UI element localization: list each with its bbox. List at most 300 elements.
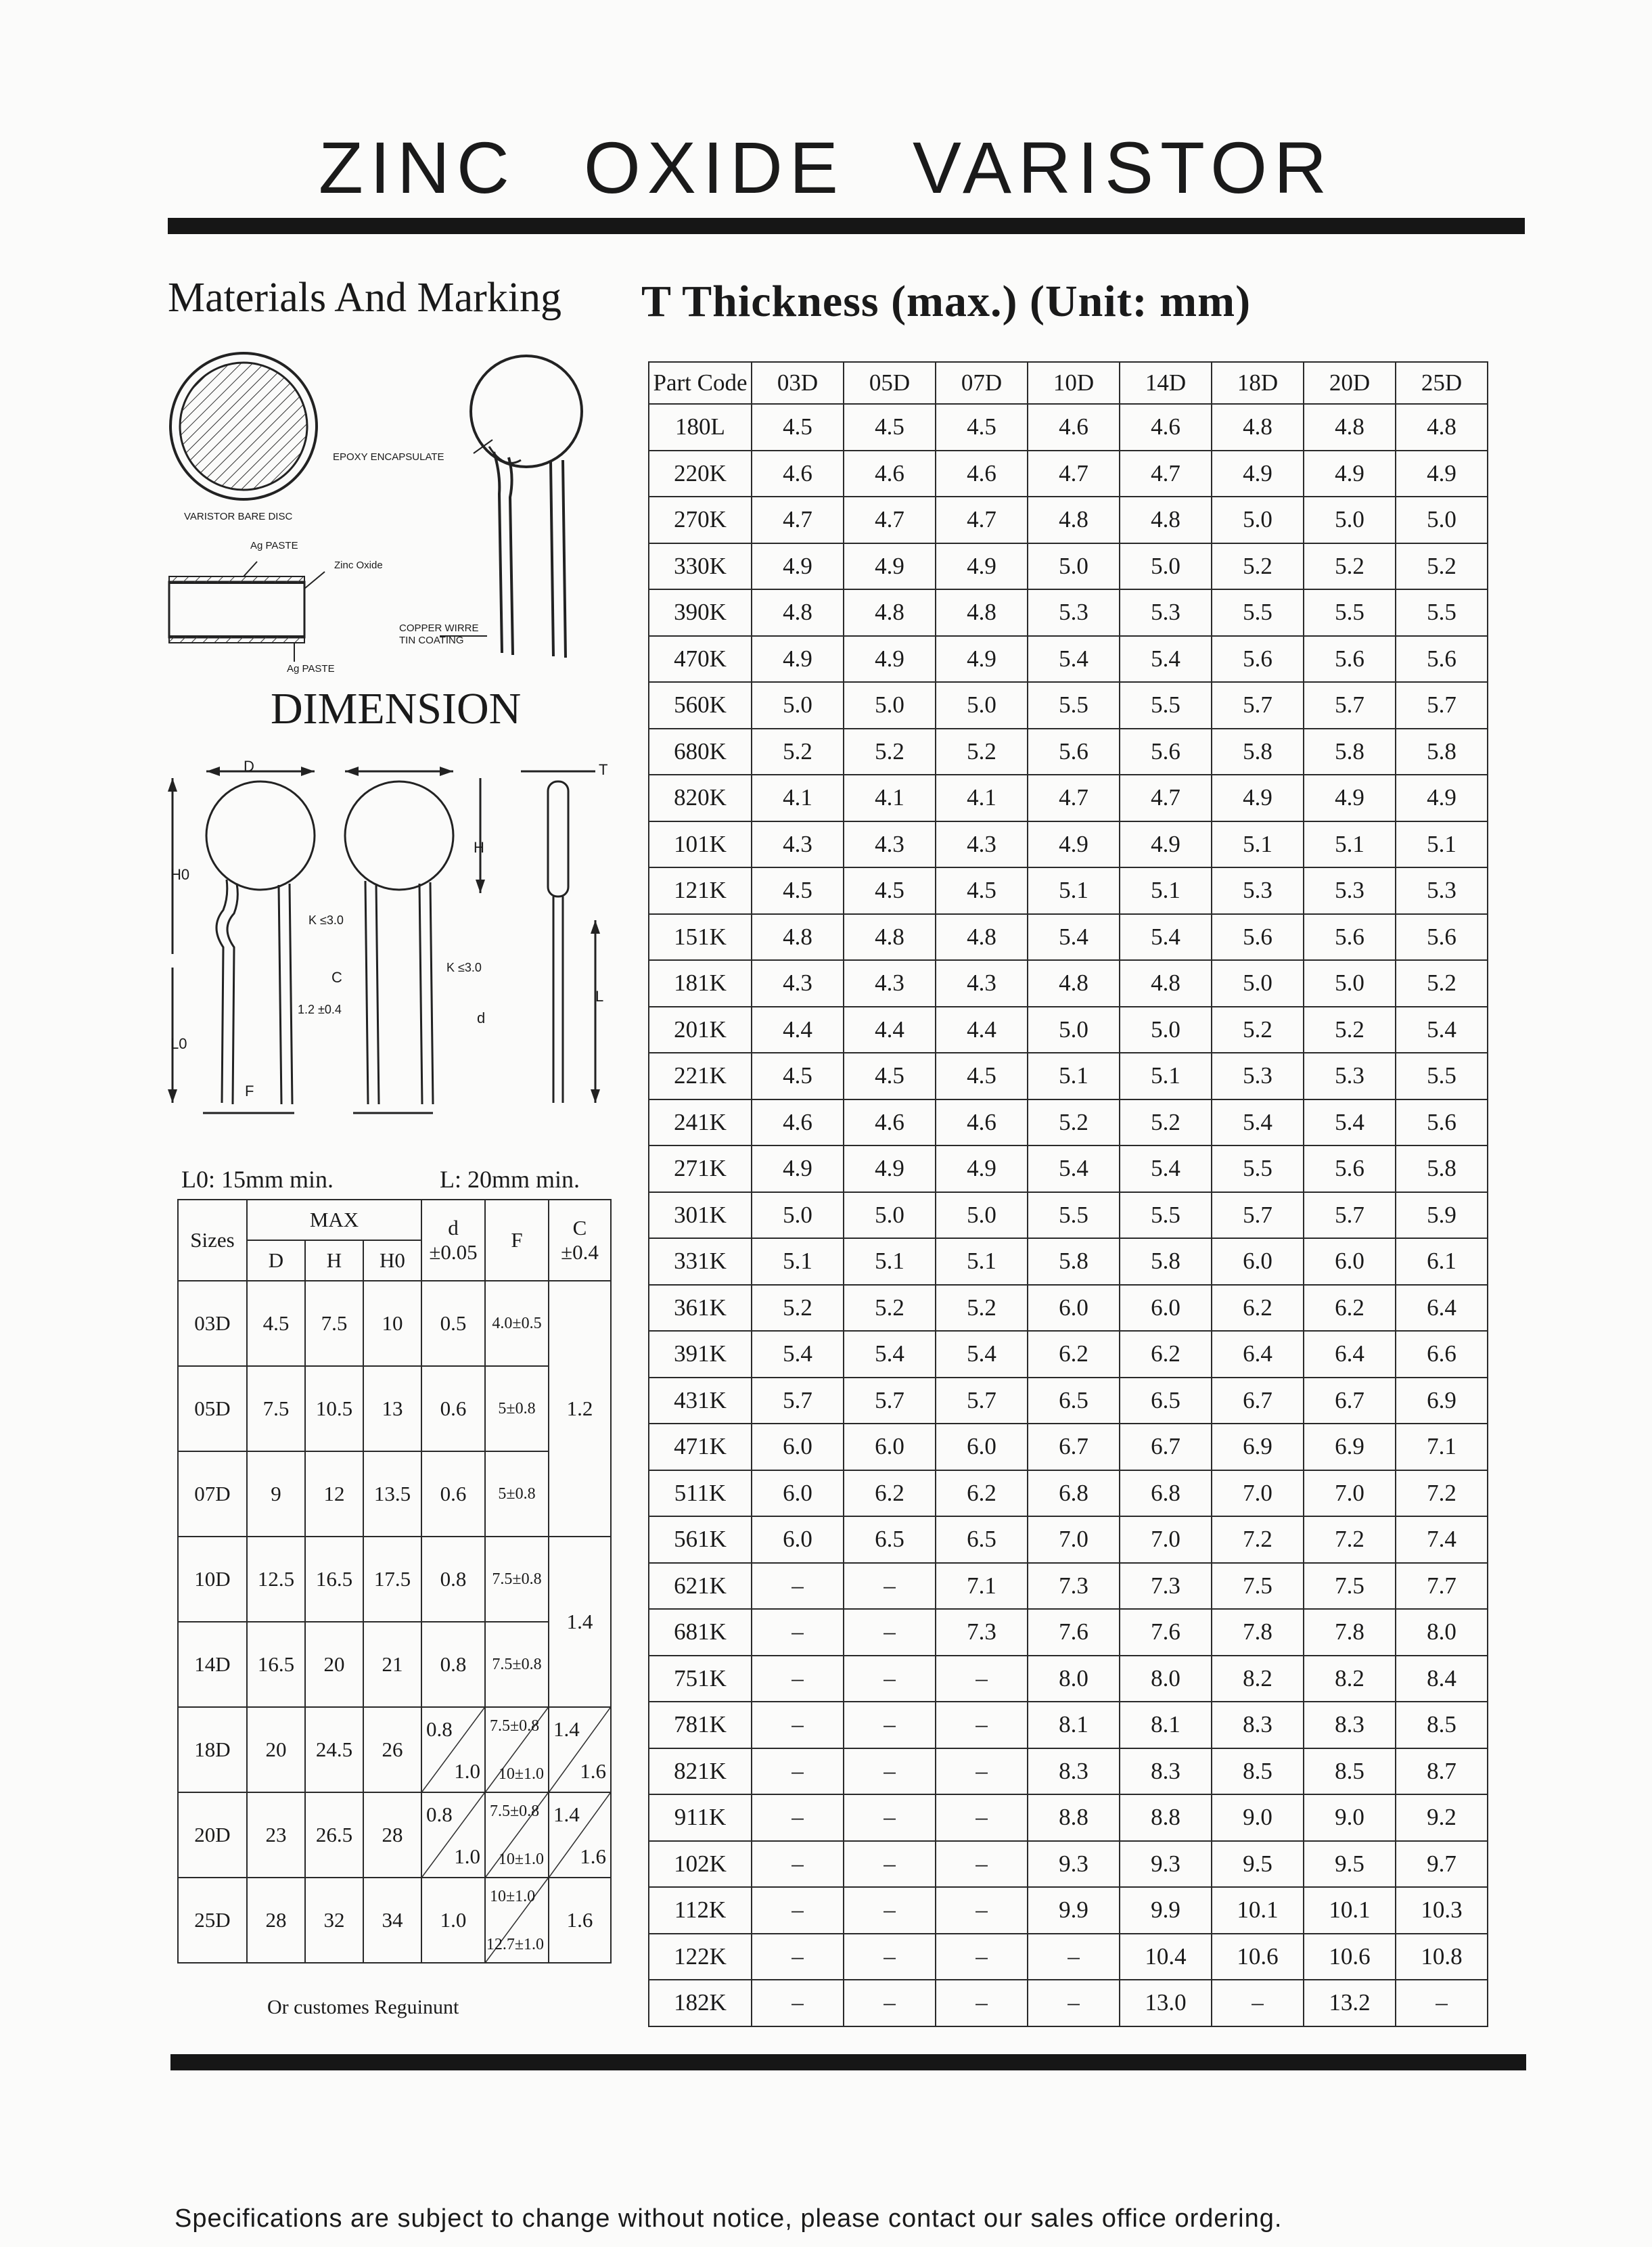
- thickness-cell: 9.0: [1304, 1794, 1396, 1841]
- sizes-header-D: D: [247, 1240, 305, 1281]
- sizes-row: 10D 12.5 16.5 17.5 0.8 7.5±0.8 1.4: [178, 1537, 611, 1622]
- label-tin-coating: TIN COATING: [399, 635, 464, 646]
- part-code-cell: 391K: [649, 1331, 752, 1378]
- thickness-cell: 5.3: [1304, 1053, 1396, 1099]
- thickness-cell: 5.0: [1028, 543, 1120, 590]
- thickness-cell: –: [844, 1794, 936, 1841]
- thickness-cell: 5.2: [1396, 960, 1488, 1007]
- thickness-cell: 6.2: [936, 1470, 1028, 1517]
- thickness-cell: 10.6: [1304, 1934, 1396, 1980]
- dim-label-C-value: 1.2 ±0.4: [298, 1003, 342, 1016]
- thickness-cell: 4.4: [844, 1007, 936, 1053]
- thickness-cell: 5.7: [1304, 1192, 1396, 1239]
- thickness-cell: 4.6: [752, 451, 844, 497]
- sizes-row: 07D 9 12 13.5 0.6 5±0.8: [178, 1451, 611, 1537]
- thickness-cell: 5.0: [1028, 1007, 1120, 1053]
- thickness-cell: 5.4: [752, 1331, 844, 1378]
- thickness-cell: 5.8: [1028, 1238, 1120, 1285]
- thickness-cell: –: [752, 1656, 844, 1702]
- thickness-cell: 7.7: [1396, 1563, 1488, 1610]
- sizes-header-sizes: Sizes: [178, 1200, 247, 1281]
- thickness-cell: 5.4: [1120, 1145, 1212, 1192]
- thickness-cell: 4.9: [844, 543, 936, 590]
- thickness-header-cell: 10D: [1028, 362, 1120, 404]
- thickness-cell: 4.6: [844, 1099, 936, 1146]
- thickness-cell: 4.8: [1120, 960, 1212, 1007]
- thickness-cell: 5.2: [752, 1285, 844, 1332]
- thickness-cell: 5.7: [1212, 1192, 1304, 1239]
- thickness-cell: 4.3: [844, 821, 936, 868]
- thickness-cell: 5.4: [1028, 1145, 1120, 1192]
- thickness-cell: 6.9: [1304, 1424, 1396, 1470]
- sizes-table: [177, 1199, 612, 1964]
- dim-label-C: C: [331, 969, 342, 986]
- thickness-cell: 6.4: [1212, 1331, 1304, 1378]
- thickness-cell: 4.9: [1212, 451, 1304, 497]
- thickness-cell: 4.9: [1028, 821, 1120, 868]
- thickness-cell: 5.0: [844, 1192, 936, 1239]
- thickness-cell: –: [1028, 1934, 1120, 1980]
- thickness-cell: 5.4: [1396, 1007, 1488, 1053]
- part-code-cell: 681K: [649, 1609, 752, 1656]
- thickness-cell: 8.1: [1120, 1702, 1212, 1748]
- thickness-cell: 6.0: [752, 1516, 844, 1563]
- thickness-cell: 4.4: [936, 1007, 1028, 1053]
- thickness-cell: –: [936, 1656, 1028, 1702]
- thickness-cell: 7.8: [1212, 1609, 1304, 1656]
- thickness-cell: 4.6: [936, 1099, 1028, 1146]
- thickness-cell: 5.3: [1028, 589, 1120, 636]
- thickness-header-cell: 07D: [936, 362, 1028, 404]
- table-row: [649, 914, 1488, 961]
- thickness-cell: 4.9: [752, 636, 844, 683]
- thickness-cell: 5.5: [1028, 1192, 1120, 1239]
- thickness-cell: 5.4: [1120, 636, 1212, 683]
- part-code-cell: 820K: [649, 775, 752, 821]
- thickness-cell: –: [936, 1794, 1028, 1841]
- thickness-cell: –: [936, 1841, 1028, 1888]
- thickness-cell: 5.1: [936, 1238, 1028, 1285]
- thickness-cell: –: [936, 1748, 1028, 1795]
- thickness-cell: –: [844, 1841, 936, 1888]
- thickness-cell: 4.8: [1304, 404, 1396, 451]
- thickness-cell: 5.6: [1396, 636, 1488, 683]
- thickness-cell: 5.4: [1304, 1099, 1396, 1146]
- sizes-header-d: d ±0.05: [421, 1200, 485, 1281]
- thickness-cell: 7.3: [936, 1609, 1028, 1656]
- thickness-cell: 8.3: [1212, 1702, 1304, 1748]
- thickness-cell: 4.3: [844, 960, 936, 1007]
- label-copper-wire: COPPER WIRRE: [399, 622, 479, 634]
- thickness-cell: 5.8: [1120, 1238, 1212, 1285]
- part-code-cell: 751K: [649, 1656, 752, 1702]
- thickness-cell: 4.5: [936, 867, 1028, 914]
- thickness-header-cell: Part Code: [649, 362, 752, 404]
- table-row: [649, 1702, 1488, 1748]
- part-code-cell: 301K: [649, 1192, 752, 1239]
- thickness-cell: 7.0: [1028, 1516, 1120, 1563]
- thickness-cell: 5.0: [1304, 960, 1396, 1007]
- dim-label-T: T: [599, 761, 608, 778]
- thickness-cell: 8.8: [1120, 1794, 1212, 1841]
- thickness-table: [648, 361, 1488, 2027]
- encapsulated-varistor-shape: [471, 356, 582, 467]
- custom-note: Or customes Reguinunt: [267, 1996, 459, 2018]
- thickness-heading: T Thickness (max.) (Unit: mm): [641, 277, 1252, 326]
- thickness-header-cell: 20D: [1304, 362, 1396, 404]
- thickness-cell: 5.6: [1304, 636, 1396, 683]
- thickness-cell: 5.3: [1304, 867, 1396, 914]
- thickness-cell: 8.5: [1304, 1748, 1396, 1795]
- thickness-cell: 4.9: [752, 543, 844, 590]
- thickness-cell: 5.8: [1304, 729, 1396, 775]
- thickness-cell: 4.5: [844, 867, 936, 914]
- thickness-cell: 5.2: [1212, 1007, 1304, 1053]
- thickness-cell: 4.7: [752, 497, 844, 543]
- thickness-cell: 5.6: [1304, 1145, 1396, 1192]
- thickness-cell: 8.3: [1304, 1702, 1396, 1748]
- thickness-cell: 4.1: [936, 775, 1028, 821]
- thickness-cell: 5.1: [1396, 821, 1488, 868]
- thickness-cell: 6.4: [1304, 1331, 1396, 1378]
- part-code-cell: 271K: [649, 1145, 752, 1192]
- sizes-row: 03D 4.5 7.5 10 0.5 4.0±0.5 1.2: [178, 1281, 611, 1366]
- thickness-cell: 4.8: [1212, 404, 1304, 451]
- thickness-cell: 5.3: [1212, 867, 1304, 914]
- label-ag-paste-top: Ag PASTE: [250, 540, 298, 551]
- thickness-cell: 5.0: [844, 682, 936, 729]
- thickness-cell: 8.2: [1212, 1656, 1304, 1702]
- thickness-cell: 5.4: [936, 1331, 1028, 1378]
- thickness-cell: 5.2: [1120, 1099, 1212, 1146]
- sizes-row: 25D 28 32 34 1.0 10±1.0 12.7±1.0 1.6: [178, 1878, 611, 1963]
- thickness-cell: 8.2: [1304, 1656, 1396, 1702]
- part-code-cell: 471K: [649, 1424, 752, 1470]
- thickness-cell: 5.6: [1028, 729, 1120, 775]
- thickness-cell: 5.8: [1212, 729, 1304, 775]
- thickness-cell: 4.1: [844, 775, 936, 821]
- thickness-cell: 4.4: [752, 1007, 844, 1053]
- thickness-cell: 5.6: [1304, 914, 1396, 961]
- part-code-cell: 911K: [649, 1794, 752, 1841]
- thickness-cell: 5.1: [1028, 867, 1120, 914]
- thickness-cell: 5.0: [1212, 960, 1304, 1007]
- table-row: [649, 1934, 1488, 1980]
- thickness-cell: 5.4: [844, 1331, 936, 1378]
- thickness-cell: 5.2: [752, 729, 844, 775]
- thickness-cell: 5.2: [1304, 543, 1396, 590]
- thickness-cell: 6.9: [1212, 1424, 1304, 1470]
- thickness-cell: 4.7: [1028, 451, 1120, 497]
- thickness-header-cell: 05D: [844, 362, 936, 404]
- table-row: [649, 960, 1488, 1007]
- thickness-cell: 5.5: [1304, 589, 1396, 636]
- thickness-cell: 4.7: [1028, 775, 1120, 821]
- thickness-cell: 4.9: [1304, 775, 1396, 821]
- sizes-row: 20D 23 26.5 28 0.8 1.0 7.5±0.8 10±1.0 1.4 1.6: [178, 1792, 611, 1878]
- table-row: [649, 1285, 1488, 1332]
- thickness-cell: 6.0: [1212, 1238, 1304, 1285]
- thickness-cell: 8.0: [1028, 1656, 1120, 1702]
- thickness-cell: 6.4: [1396, 1285, 1488, 1332]
- thickness-cell: 5.1: [844, 1238, 936, 1285]
- thickness-cell: 4.5: [936, 404, 1028, 451]
- thickness-cell: –: [844, 1887, 936, 1934]
- thickness-cell: 8.4: [1396, 1656, 1488, 1702]
- thickness-header-cell: 25D: [1396, 362, 1488, 404]
- thickness-cell: 5.0: [936, 1192, 1028, 1239]
- table-row: [649, 821, 1488, 868]
- thickness-cell: 7.6: [1028, 1609, 1120, 1656]
- footer-note: Specifications are subject to change without notice, please contact our sales office ordering.: [175, 2204, 1283, 2233]
- thickness-cell: 5.3: [1212, 1053, 1304, 1099]
- thickness-cell: 7.3: [1028, 1563, 1120, 1610]
- thickness-cell: 8.5: [1212, 1748, 1304, 1795]
- thickness-cell: 9.3: [1028, 1841, 1120, 1888]
- thickness-cell: –: [936, 1934, 1028, 1980]
- thickness-cell: 5.7: [936, 1378, 1028, 1424]
- page-title: ZINC OXIDE VARISTOR: [318, 127, 1334, 208]
- part-code-cell: 180L: [649, 404, 752, 451]
- part-code-cell: 151K: [649, 914, 752, 961]
- thickness-cell: 5.2: [936, 729, 1028, 775]
- sizes-header-H0: H0: [363, 1240, 421, 1281]
- thickness-cell: 4.8: [1028, 960, 1120, 1007]
- thickness-cell: 4.9: [936, 636, 1028, 683]
- thickness-cell: 6.7: [1212, 1378, 1304, 1424]
- label-bare-disc: VARISTOR BARE DISC: [184, 511, 293, 522]
- thickness-cell: 10.1: [1212, 1887, 1304, 1934]
- dim-label-L0: L0: [170, 1035, 187, 1052]
- thickness-cell: 5.1: [1120, 867, 1212, 914]
- part-code-cell: 511K: [649, 1470, 752, 1517]
- thickness-cell: –: [844, 1748, 936, 1795]
- thickness-cell: 7.0: [1120, 1516, 1212, 1563]
- thickness-cell: 5.7: [1304, 682, 1396, 729]
- thickness-cell: 10.3: [1396, 1887, 1488, 1934]
- part-code-cell: 330K: [649, 543, 752, 590]
- c-group-2: 1.4: [549, 1537, 611, 1707]
- thickness-cell: 4.5: [844, 404, 936, 451]
- thickness-cell: 4.7: [936, 497, 1028, 543]
- part-code-cell: 270K: [649, 497, 752, 543]
- table-row: [649, 729, 1488, 775]
- thickness-cell: 5.4: [1028, 636, 1120, 683]
- thickness-cell: 4.6: [936, 451, 1028, 497]
- dim-label-L: L: [595, 988, 604, 1005]
- thickness-cell: 6.0: [1120, 1285, 1212, 1332]
- thickness-cell: –: [752, 1887, 844, 1934]
- table-row: [649, 1007, 1488, 1053]
- thickness-cell: –: [936, 1980, 1028, 2026]
- thickness-cell: 6.5: [936, 1516, 1028, 1563]
- thickness-cell: –: [1028, 1980, 1120, 2026]
- thickness-cell: 6.2: [844, 1470, 936, 1517]
- thickness-cell: 4.9: [844, 1145, 936, 1192]
- thickness-cell: 4.8: [752, 589, 844, 636]
- thickness-cell: 6.6: [1396, 1331, 1488, 1378]
- thickness-cell: 8.3: [1028, 1748, 1120, 1795]
- thickness-cell: 5.3: [1396, 867, 1488, 914]
- thickness-cell: –: [752, 1563, 844, 1610]
- table-row: [649, 1794, 1488, 1841]
- thickness-cell: 9.2: [1396, 1794, 1488, 1841]
- table-row: [649, 543, 1488, 590]
- thickness-cell: 5.2: [844, 729, 936, 775]
- thickness-cell: 5.0: [1212, 497, 1304, 543]
- thickness-cell: 8.1: [1028, 1702, 1120, 1748]
- bottom-rule: [170, 2054, 1526, 2070]
- thickness-cell: 5.0: [1120, 1007, 1212, 1053]
- thickness-cell: –: [752, 1980, 844, 2026]
- thickness-cell: 6.7: [1028, 1424, 1120, 1470]
- part-code-cell: 182K: [649, 1980, 752, 2026]
- dim-label-d: d: [477, 1009, 486, 1026]
- sizes-header-H: H: [305, 1240, 363, 1281]
- thickness-cell: 4.5: [752, 1053, 844, 1099]
- thickness-cell: 4.6: [844, 451, 936, 497]
- thickness-cell: 4.7: [1120, 451, 1212, 497]
- thickness-cell: 5.4: [1028, 914, 1120, 961]
- thickness-cell: 5.2: [1028, 1099, 1120, 1146]
- table-row: [649, 497, 1488, 543]
- sizes-row: 18D 20 24.5 26 0.8 1.0 7.5±0.8 10±1.0 1.4 1.6: [178, 1707, 611, 1792]
- thickness-cell: 5.0: [1120, 543, 1212, 590]
- thickness-cell: 4.9: [1120, 821, 1212, 868]
- thickness-cell: 7.4: [1396, 1516, 1488, 1563]
- thickness-cell: 7.8: [1304, 1609, 1396, 1656]
- thickness-cell: 5.4: [1212, 1099, 1304, 1146]
- thickness-cell: 10.8: [1396, 1934, 1488, 1980]
- thickness-cell: 6.0: [752, 1424, 844, 1470]
- dimension-diagram: [162, 751, 649, 1130]
- top-rule: [168, 218, 1525, 234]
- thickness-cell: 6.2: [1028, 1331, 1120, 1378]
- thickness-cell: 4.9: [1212, 775, 1304, 821]
- thickness-cell: 6.7: [1120, 1424, 1212, 1470]
- part-code-cell: 781K: [649, 1702, 752, 1748]
- thickness-cell: 9.5: [1304, 1841, 1396, 1888]
- thickness-cell: 4.6: [1028, 404, 1120, 451]
- thickness-cell: 5.1: [1028, 1053, 1120, 1099]
- thickness-cell: 9.0: [1212, 1794, 1304, 1841]
- dim-label-H: H: [474, 839, 484, 856]
- thickness-cell: 6.8: [1120, 1470, 1212, 1517]
- thickness-cell: –: [752, 1841, 844, 1888]
- thickness-cell: 8.8: [1028, 1794, 1120, 1841]
- part-code-cell: 561K: [649, 1516, 752, 1563]
- thickness-cell: –: [1396, 1980, 1488, 2026]
- thickness-cell: 5.6: [1212, 914, 1304, 961]
- thickness-cell: 4.5: [752, 404, 844, 451]
- part-code-cell: 431K: [649, 1378, 752, 1424]
- thickness-cell: 5.3: [1120, 589, 1212, 636]
- label-epoxy: EPOXY ENCAPSULATE: [333, 451, 444, 463]
- thickness-cell: 4.8: [1028, 497, 1120, 543]
- thickness-cell: 4.8: [1396, 404, 1488, 451]
- thickness-cell: 6.2: [1304, 1285, 1396, 1332]
- thickness-cell: 7.5: [1212, 1563, 1304, 1610]
- thickness-cell: 5.2: [936, 1285, 1028, 1332]
- part-code-cell: 470K: [649, 636, 752, 683]
- thickness-cell: 5.0: [1396, 497, 1488, 543]
- thickness-cell: 4.8: [752, 914, 844, 961]
- thickness-cell: 5.1: [1304, 821, 1396, 868]
- thickness-cell: 4.5: [844, 1053, 936, 1099]
- thickness-cell: 8.7: [1396, 1748, 1488, 1795]
- thickness-cell: 7.5: [1304, 1563, 1396, 1610]
- thickness-cell: 5.5: [1028, 682, 1120, 729]
- thickness-cell: 4.5: [752, 867, 844, 914]
- thickness-cell: 4.8: [844, 914, 936, 961]
- thickness-cell: 5.0: [752, 682, 844, 729]
- dim-label-H0: H0: [170, 866, 190, 883]
- thickness-cell: 8.0: [1396, 1609, 1488, 1656]
- part-code-cell: 101K: [649, 821, 752, 868]
- thickness-cell: –: [936, 1702, 1028, 1748]
- table-row: [649, 1516, 1488, 1563]
- thickness-cell: 5.1: [1212, 821, 1304, 868]
- thickness-cell: 5.1: [752, 1238, 844, 1285]
- sizes-header-C: C ±0.4: [549, 1200, 611, 1281]
- thickness-cell: 6.7: [1304, 1378, 1396, 1424]
- thickness-cell: 5.2: [1304, 1007, 1396, 1053]
- table-row: [649, 1238, 1488, 1285]
- thickness-cell: 5.8: [1396, 729, 1488, 775]
- part-code-cell: 181K: [649, 960, 752, 1007]
- thickness-cell: 4.3: [752, 821, 844, 868]
- thickness-cell: 4.9: [1396, 775, 1488, 821]
- lo-note: L0: 15mm min.: [181, 1166, 334, 1193]
- part-code-cell: 560K: [649, 682, 752, 729]
- thickness-cell: 10.6: [1212, 1934, 1304, 1980]
- thickness-cell: 4.3: [752, 960, 844, 1007]
- thickness-cell: 7.1: [936, 1563, 1028, 1610]
- thickness-cell: 4.9: [844, 636, 936, 683]
- thickness-cell: 6.9: [1396, 1378, 1488, 1424]
- thickness-cell: 5.7: [1212, 682, 1304, 729]
- thickness-cell: 7.2: [1396, 1470, 1488, 1517]
- table-row: [649, 1748, 1488, 1795]
- thickness-cell: 4.7: [844, 497, 936, 543]
- label-ag-paste-bottom: Ag PASTE: [287, 663, 335, 675]
- thickness-cell: 5.0: [936, 682, 1028, 729]
- thickness-cell: –: [844, 1656, 936, 1702]
- part-code-cell: 121K: [649, 867, 752, 914]
- part-code-cell: 241K: [649, 1099, 752, 1146]
- thickness-cell: 4.9: [752, 1145, 844, 1192]
- table-row: [649, 682, 1488, 729]
- table-row: [649, 1192, 1488, 1239]
- thickness-cell: –: [752, 1609, 844, 1656]
- table-row: [649, 1609, 1488, 1656]
- part-code-cell: 122K: [649, 1934, 752, 1980]
- thickness-header-cell: 18D: [1212, 362, 1304, 404]
- table-row: [649, 1980, 1488, 2026]
- l-note: L: 20mm min.: [440, 1166, 580, 1193]
- part-code-cell: 220K: [649, 451, 752, 497]
- thickness-cell: 4.3: [936, 960, 1028, 1007]
- part-code-cell: 821K: [649, 1748, 752, 1795]
- thickness-cell: 4.8: [936, 589, 1028, 636]
- thickness-header-cell: 14D: [1120, 362, 1212, 404]
- table-row: [649, 636, 1488, 683]
- thickness-cell: 4.6: [1120, 404, 1212, 451]
- thickness-cell: 7.0: [1212, 1470, 1304, 1517]
- thickness-cell: 6.1: [1396, 1238, 1488, 1285]
- part-code-cell: 361K: [649, 1285, 752, 1332]
- dim-label-F: F: [245, 1083, 254, 1099]
